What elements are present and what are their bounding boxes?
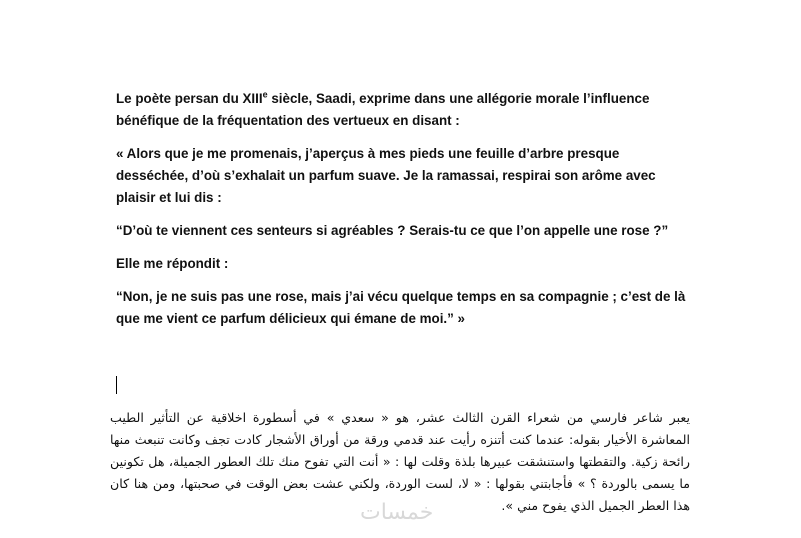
paragraph-quote-start: « Alors que je me promenais, j’aperçus à mes pieds une feuille d’arbre presque desséchée, d’où s’exhalait un parfum suave. Je la ramassai, respirai son arôme avec plaisir et lui dis : (116, 146, 656, 205)
superscript-e: e (262, 89, 268, 100)
paragraph-intro (116, 88, 686, 132)
french-text-block (116, 88, 686, 341)
paragraph-question: “D’où te viennent ces senteurs si agréables ? Serais-tu ce que l’on appelle une rose ?” (116, 223, 669, 238)
paragraph-arabic: يعبر شاعر فارسي من شعراء القرن الثالث عشر، هو « سعدي » في أسطورة اخلاقية عن التأثير الطيب المعاشرة الأخيار بقوله: عندما كنت أتنزه رأيت عند قدمي ورقة من أوراق الأشجار كادت تجف وكانت تنبعث منها رائحة زكية. والتقطتها واستنشقت عبيرها بلذة وقلت لها : « أنت التي تفوح منك تلك العطور الجميلة، هل تكونين ما يسمى بالوردة ؟ » فأجابتني بقولها : « لا، لست الوردة، ولكني عشت بعض الوقت في صحبتها، ومن هنا كان هذا العطر الجميل الذي يفوح مني ». (110, 410, 690, 513)
text-cursor[interactable] (116, 376, 117, 394)
watermark-logo: خمسات (360, 500, 434, 525)
intro-text-end: siècle, Saadi, exprime dans une allégorie morale l’influence bénéfique de la fréquentation des vertueux en disant : (116, 91, 650, 128)
paragraph-reply-intro: Elle me répondit : (116, 256, 229, 271)
intro-text-start: Le poète persan du XIII (116, 91, 263, 106)
paragraph-reply: “Non, je ne suis pas une rose, mais j’ai vécu quelque temps en sa compagnie ; c’est de là que me vient ce parfum délicieux qui émane de moi.” » (116, 289, 686, 326)
